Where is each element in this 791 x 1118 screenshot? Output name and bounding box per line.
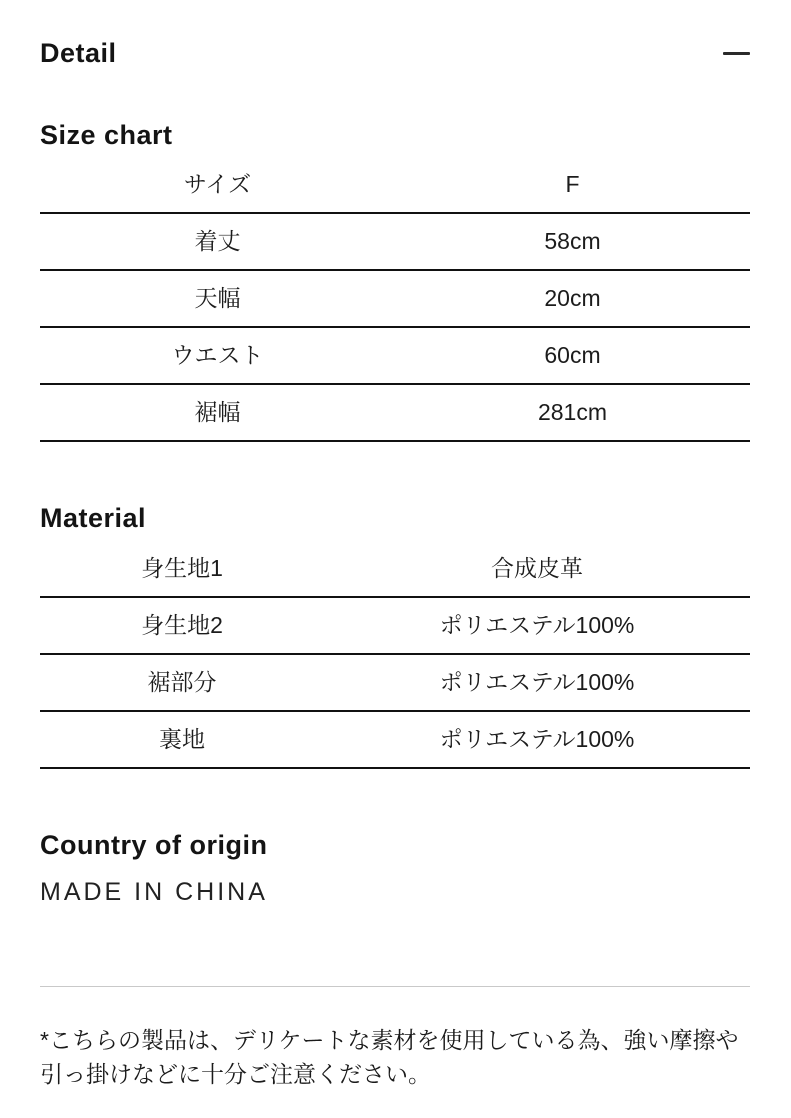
- row-label: 身生地2: [141, 612, 223, 638]
- table-row: [40, 655, 750, 712]
- size-chart-table: [40, 157, 750, 442]
- product-detail-panel: [0, 38, 791, 1091]
- table-row: [40, 712, 750, 769]
- collapse-minus-icon[interactable]: [723, 52, 750, 55]
- table-header-row: [40, 157, 750, 214]
- row-value: 58cm: [544, 228, 601, 254]
- size-chart-heading: Size chart: [40, 120, 173, 150]
- row-label: 裾部分: [147, 669, 217, 695]
- row-value: 281cm: [537, 399, 608, 425]
- row-label: 裾幅: [194, 399, 241, 425]
- row-label: 裏地: [159, 726, 205, 752]
- row-value: ポリエステル100%: [439, 669, 635, 695]
- row-label: 着丈: [194, 228, 241, 254]
- section-divider: [40, 986, 750, 987]
- care-note-text: *こちらの製品は、デリケートな素材を使用している為、強い摩擦や引っ掛けなどに十分ご注意ください。: [40, 1027, 739, 1087]
- row-value: 20cm: [544, 285, 601, 311]
- detail-section-title: Detail: [40, 38, 117, 68]
- table-row: [40, 328, 750, 385]
- table-row: [40, 385, 750, 442]
- row-label: ウエスト: [171, 342, 264, 368]
- material-heading: Material: [40, 503, 147, 533]
- row-value: ポリエステル100%: [439, 726, 635, 752]
- table-row: [40, 214, 750, 271]
- row-label: 身生地1: [141, 555, 223, 581]
- row-value: 60cm: [544, 342, 601, 368]
- row-label: 天幅: [194, 285, 241, 311]
- material-table: [40, 541, 750, 769]
- row-value: 合成皮革: [491, 555, 583, 581]
- row-label: サイズ: [183, 171, 252, 197]
- table-row: [40, 271, 750, 328]
- detail-accordion-toggle[interactable]: [40, 38, 750, 69]
- table-row: [40, 598, 750, 655]
- table-row: [40, 541, 750, 598]
- row-value: F: [565, 171, 580, 197]
- country-of-origin-value: MADE IN CHINA: [40, 878, 268, 906]
- row-value: ポリエステル100%: [439, 612, 635, 638]
- country-of-origin-heading: Country of origin: [40, 830, 268, 860]
